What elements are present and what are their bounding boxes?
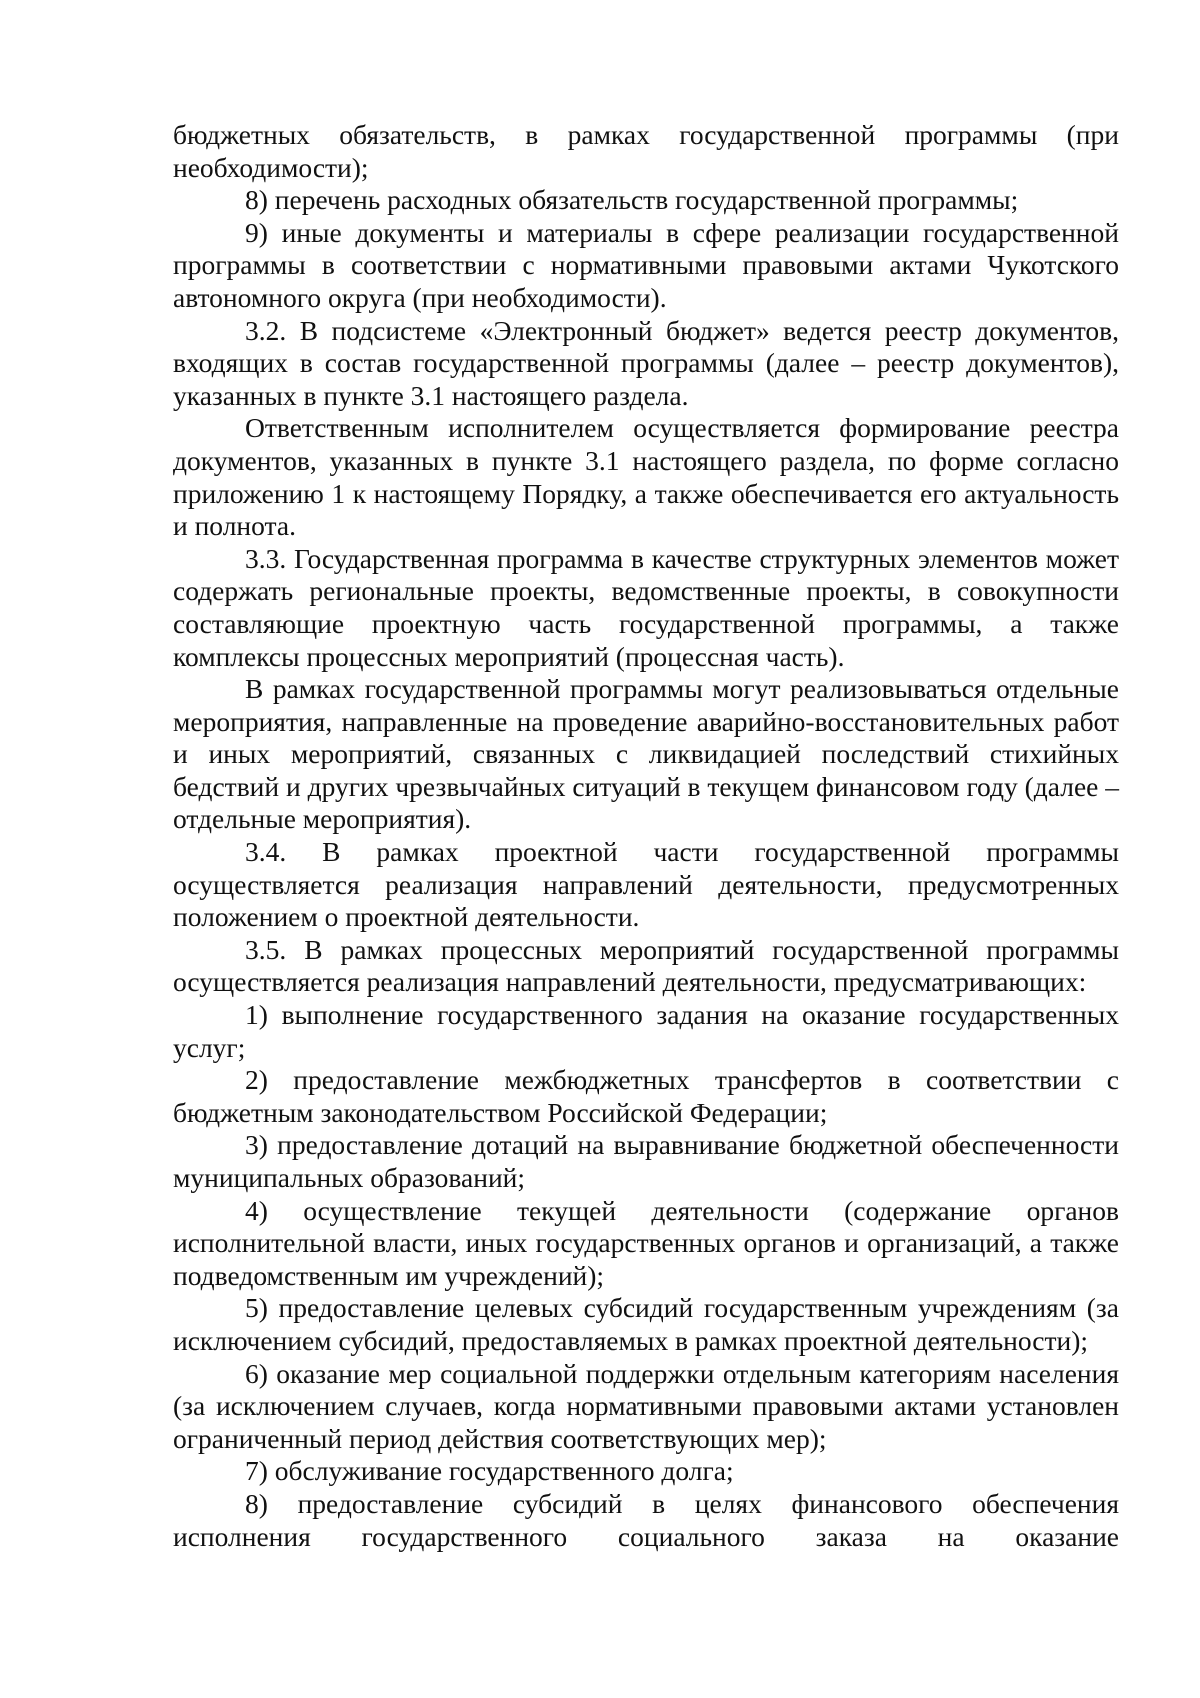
document-body: [173, 119, 1119, 1553]
list-item-7: 7) обслуживание государственного долга;: [245, 1455, 734, 1487]
paragraph-3-2: 3.2. В подсистеме «Электронный бюджет» ведется реестр документов, входящих в состав государственной программы (далее – реестр документов), указанных в пункте 3.1 настоящего раздела.: [173, 314, 1119, 411]
list-item-5: 5) предоставление целевых субсидий государственным учреждениям (за исключением субсидий, предоставляемых в рамках проектной деятельности);: [173, 1292, 1119, 1356]
list-item-2: 2) предоставление межбюджетных трансфертов в соответствии с бюджетным законодательством Российской Федерации;: [173, 1064, 1119, 1128]
paragraph-separate-measures: В рамках государственной программы могут реализовываться отдельные мероприятия, направленные на проведение аварийно-восстановительных работ и иных мероприятий, связанных с ликвидацией последствий стихийных бедствий и других чрезвычайных ситуаций в текущем финансовом году (далее – отдельные мероприятия).: [173, 673, 1119, 835]
list-item-3: 3) предоставление дотаций на выравнивание бюджетной обеспеченности муниципальных образований;: [173, 1129, 1119, 1193]
paragraph-3-5: 3.5. В рамках процессных мероприятий государственной программы осуществляется реализация направлений деятельности, предусматривающих:: [173, 933, 1119, 998]
paragraph-registry: Ответственным исполнителем осуществляется формирование реестра документов, указанных в пункте 3.1 настоящего раздела, по форме согласно приложению 1 к настоящему Порядку, а также обеспечивается его актуальность и полнота.: [173, 412, 1119, 542]
list-item-1: 1) выполнение государственного задания на оказание государственных услуг;: [173, 999, 1119, 1063]
paragraph-3-3: 3.3. Государственная программа в качестве структурных элементов может содержать региональные проекты, ведомственные проекты, в совокупности составляющие проектную часть государственной программы, а также комплексы процессных мероприятий (процессная часть).: [173, 542, 1119, 672]
paragraph-continuation: бюджетных обязательств, в рамках государственной программы (при необходимости);: [173, 119, 1119, 183]
list-item-6: 6) оказание мер социальной поддержки отдельным категориям населения (за исключением случаев, когда нормативными правовыми актами установлен ограниченный период действия соответствующих мер);: [173, 1357, 1119, 1454]
paragraph-item-9: 9) иные документы и материалы в сфере реализации государственной программы в соответствии с нормативными правовыми актами Чукотского автономного округа (при необходимости).: [173, 216, 1119, 313]
paragraph-item-8: 8) перечень расходных обязательств государственной программы;: [245, 184, 1019, 216]
list-item-4: 4) осуществление текущей деятельности (содержание органов исполнительной власти, иных государственных органов и организаций, а также подведомственным им учреждений);: [173, 1194, 1119, 1291]
paragraph-3-4: 3.4. В рамках проектной части государственной программы осуществляется реализация направлений деятельности, предусмотренных положением о проектной деятельности.: [173, 836, 1119, 933]
list-item-8: 8) предоставление субсидий в целях финансового обеспечения исполнения государственного социального заказа на оказание: [173, 1487, 1119, 1552]
